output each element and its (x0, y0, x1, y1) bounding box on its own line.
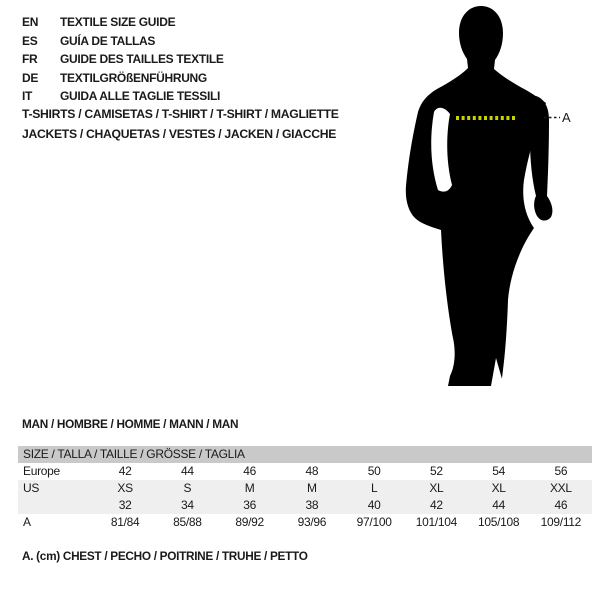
table-cell: L (370, 481, 378, 495)
table-cell: 93/96 (297, 515, 327, 529)
language-row (22, 87, 224, 106)
table-cell: 38 (305, 498, 319, 512)
table-cell: 109/112 (540, 515, 582, 529)
table-cell: 42 (118, 464, 132, 478)
table-cell: XS (117, 481, 133, 495)
table-cell: 44 (492, 498, 505, 512)
table-cell: 56 (554, 464, 568, 478)
man-silhouette-body (406, 6, 546, 386)
table-cell: 50 (367, 464, 381, 478)
row-label: A (23, 515, 31, 529)
language-code: FR (22, 52, 38, 66)
man-silhouette-svg (400, 0, 580, 400)
table-cell: M (244, 481, 255, 495)
man-silhouette-right-arm (530, 96, 553, 221)
table-cell: S (183, 481, 192, 495)
table-cell: 46 (243, 464, 256, 478)
row-label (18, 497, 94, 514)
language-label: GUIDE DES TAILLES TEXTILE (60, 52, 224, 66)
table-row-chest (18, 514, 592, 531)
language-row (22, 13, 224, 32)
language-label: TEXTILE SIZE GUIDE (60, 15, 176, 29)
table-cell: 44 (181, 464, 194, 478)
language-code: ES (22, 33, 38, 48)
category-tshirts: T-SHIRTS / CAMISETAS / T-SHIRT / T-SHIRT / MAGLIETTE (22, 107, 339, 121)
table-cell: XL (491, 481, 506, 495)
section-title-man: MAN / HOMBRE / HOMME / MANN / MAN (22, 417, 239, 431)
language-row (22, 32, 224, 51)
table-row-europe (18, 463, 592, 480)
size-table (18, 446, 592, 531)
row-label: Europe (23, 464, 60, 478)
man-silhouette-figure (400, 0, 580, 400)
language-label: GUÍA DE TALLAS (60, 33, 156, 48)
table-cell: 105/108 (477, 515, 520, 529)
table-cell: 81/84 (110, 515, 140, 529)
category-block (22, 104, 339, 144)
size-table-header: SIZE / TALLA / TAILLE / GRÖSSE / TAGLIA (18, 446, 592, 463)
table-cell: 52 (430, 464, 443, 478)
table-cell: 54 (492, 464, 505, 478)
table-cell: 89/92 (235, 515, 264, 529)
table-cell: 85/88 (173, 515, 202, 529)
language-label: GUIDA ALLE TAGLIE TESSILI (60, 89, 221, 103)
table-cell: M (307, 481, 317, 495)
category-jackets: JACKETS / CHAQUETAS / VESTES / JACKEN / GIACCHE (22, 127, 337, 141)
table-cell: 34 (181, 498, 194, 512)
measure-label-a: A (562, 110, 571, 125)
language-list (22, 13, 224, 106)
table-cell: 40 (367, 498, 381, 512)
table-row-us-numeric (18, 497, 592, 514)
table-cell: 36 (243, 498, 256, 512)
table-cell: 46 (554, 498, 568, 512)
language-code: EN (22, 15, 39, 29)
language-code: DE (22, 70, 39, 85)
table-cell: 42 (430, 498, 443, 512)
table-cell: 101/104 (415, 515, 458, 529)
table-cell: 32 (118, 498, 132, 512)
language-label: TEXTILGRÖßENFÜHRUNG (60, 70, 207, 85)
language-code: IT (22, 89, 33, 103)
row-label: US (23, 481, 40, 495)
table-cell: XXL (549, 481, 572, 495)
footnote-chest: A. (cm) CHEST / PECHO / POITRINE / TRUHE / PETTO (22, 549, 308, 563)
table-row-us (18, 480, 592, 497)
table-cell: 97/100 (356, 515, 392, 529)
table-cell: 48 (305, 464, 319, 478)
language-row (22, 69, 224, 88)
language-row (22, 50, 224, 69)
table-cell: XL (429, 481, 444, 495)
